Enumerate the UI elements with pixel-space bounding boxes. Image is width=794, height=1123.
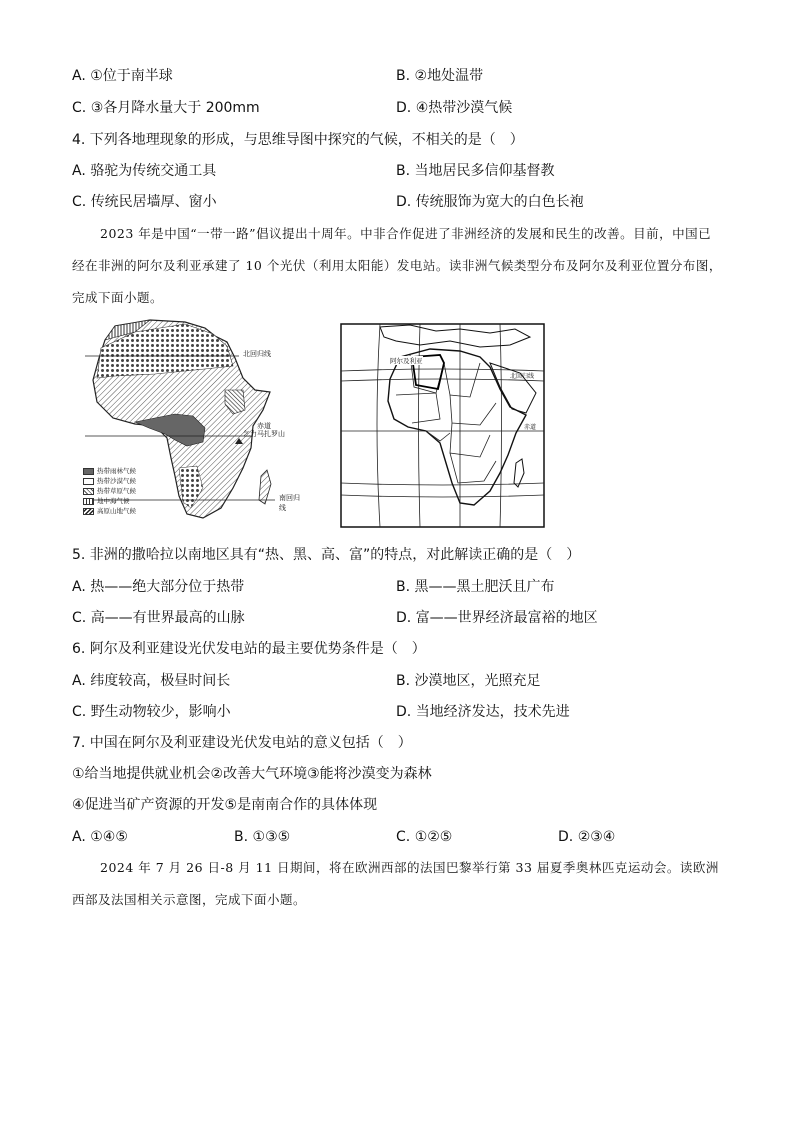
q6-option-c: C. 野生动物较少，影响小 bbox=[72, 704, 231, 720]
q3-option-b: B. ②地处温带 bbox=[396, 68, 484, 84]
q4-option-a: A. 骆驼为传统交通工具 bbox=[72, 163, 217, 179]
q4-stem: 4. 下列各地理现象的形成，与思维导图中探究的气候，不相关的是（ ） bbox=[72, 132, 524, 148]
legend-rainforest: 热带雨林气候 bbox=[83, 466, 136, 476]
q7-option-b: B. ①③⑤ bbox=[234, 829, 291, 845]
label-equator: 赤道 bbox=[257, 422, 271, 430]
q4-option-b: B. 当地居民多信仰基督教 bbox=[396, 163, 555, 179]
q7-option-a: A. ①④⑤ bbox=[72, 829, 128, 845]
q6-option-b: B. 沙漠地区，光照充足 bbox=[396, 673, 541, 689]
q7-statements-2: ④促进当矿产资源的开发⑤是南南合作的具体体现 bbox=[72, 797, 378, 813]
q5-option-d: D. 富——世界经济最富裕的地区 bbox=[396, 610, 598, 626]
q5-option-b: B. 黑——黑土肥沃且广布 bbox=[396, 579, 555, 595]
q6-option-a: A. 纬度较高，极昼时间长 bbox=[72, 673, 231, 689]
q4-option-d: D. 传统服饰为宽大的白色长袍 bbox=[396, 194, 584, 210]
q6-option-d: D. 当地经济发达，技术先进 bbox=[396, 704, 570, 720]
label-tropic-capricorn: 南回归线 bbox=[279, 494, 300, 512]
q3-option-d: D. ④热带沙漠气候 bbox=[396, 100, 513, 116]
q3-option-c: C. ③各月降水量大于 200mm bbox=[72, 100, 260, 116]
label-algeria: 阿尔及利亚 bbox=[390, 357, 423, 365]
legend-desert: 热带沙漠气候 bbox=[83, 476, 136, 486]
climate-legend bbox=[83, 466, 136, 516]
q5-stem: 5. 非洲的撒哈拉以南地区具有“热、黑、高、富”的特点，对此解读正确的是（ ） bbox=[72, 547, 581, 563]
label-kilimanjaro: 乞力马扎罗山 bbox=[243, 430, 285, 438]
africa-political-map bbox=[340, 323, 545, 528]
label-tropic-cancer-right: 北回归线 bbox=[510, 373, 535, 380]
q5-option-a: A. 热——绝大部分位于热带 bbox=[72, 579, 245, 595]
q7-stem: 7. 中国在阿尔及利亚建设光伏发电站的意义包括（ ） bbox=[72, 735, 412, 751]
legend-highland: 高原山地气候 bbox=[83, 506, 136, 516]
q5-option-c: C. 高——有世界最高的山脉 bbox=[72, 610, 245, 626]
africa-climate-map bbox=[75, 318, 305, 533]
passage-africa: 2023 年是中国“一带一路”倡议提出十周年。中非合作促进了非洲经济的发展和民生的改善。目前，中国已经在非洲的阿尔及利亚承建了 10 个光伏（利用太阳能）发电站。读非洲气候类型分布及阿尔及利亚位置分布图，完成下面小题。 bbox=[72, 226, 722, 305]
q3-option-a: A. ①位于南半球 bbox=[72, 68, 173, 84]
label-equator-right: 赤道 bbox=[524, 424, 537, 431]
passage-europe: 2024 年 7 月 26 日-8 月 11 日期间，将在欧洲西部的法国巴黎举行第 33 届夏季奥林匹克运动会。读欧洲西部及法国相关示意图，完成下面小题。 bbox=[72, 860, 719, 907]
q7-option-d: D. ②③④ bbox=[558, 829, 616, 845]
q7-option-c: C. ①②⑤ bbox=[396, 829, 453, 845]
africa-political-svg bbox=[340, 323, 545, 528]
legend-savanna: 热带草原气候 bbox=[83, 486, 136, 496]
q6-stem: 6. 阿尔及利亚建设光伏发电站的最主要优势条件是（ ） bbox=[72, 641, 426, 657]
label-tropic-cancer: 北回归线 bbox=[243, 350, 271, 358]
q4-option-c: C. 传统民居墙厚、窗小 bbox=[72, 194, 217, 210]
q7-statements-1: ①给当地提供就业机会②改善大气环境③能将沙漠变为森林 bbox=[72, 766, 432, 782]
legend-mediterranean: 地中海气候 bbox=[83, 496, 136, 506]
